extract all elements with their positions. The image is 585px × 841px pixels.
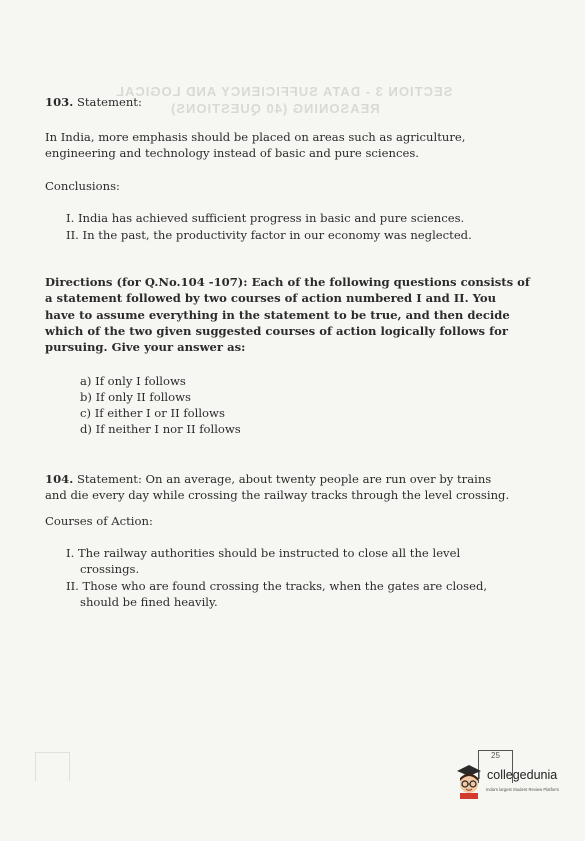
directions-line-1: Directions (for Q.No.104 -107): Each of the following questions consists of — [45, 275, 530, 289]
question-number: 103. — [45, 95, 74, 109]
q104-action-2-line-1: II. Those who are found crossing the tracks, when the gates are closed, — [66, 579, 488, 593]
option-c: c) If either I or II follows — [80, 406, 225, 420]
option-a: a) If only I follows — [80, 374, 186, 388]
q103-statement-line-2: engineering and technology instead of basic and pure sciences. — [45, 146, 419, 160]
bleed-through-heading: SECTION 3 - DATA SUFFICIENCY AND LOGICAL — [115, 84, 453, 99]
statement-label: Statement: — [76, 95, 142, 109]
q103-conclusion-2: II. In the past, the productivity factor in our economy was neglected. — [66, 228, 472, 242]
question-number: 104. — [45, 472, 74, 486]
q104-action-2-line-2: should be fined heavily. — [80, 595, 218, 609]
page-number: 25 — [491, 751, 500, 760]
directions-line-3: have to assume everything in the statement to be true, and then decide — [45, 308, 510, 322]
logo-wordmark: collegedunia — [487, 768, 558, 782]
q104-statement-line-1 — [45, 471, 545, 487]
collegedunia-logo — [453, 763, 578, 801]
q103-header — [45, 94, 545, 110]
q104-action-1-line-2: crossings. — [80, 562, 140, 576]
student-mascot-icon — [453, 763, 485, 799]
option-b: b) If only II follows — [80, 390, 191, 404]
directions-line-4: which of the two given suggested courses of action logically follows for — [45, 324, 508, 338]
logo-tagline: India's largest Student Review Platform — [486, 787, 559, 792]
directions-line-2: a statement followed by two courses of action numbered I and II. You — [45, 291, 497, 305]
q103-conclusions-label: Conclusions: — [45, 179, 120, 193]
bleed-through-subheading: REASONING (40 QUESTIONS) — [170, 101, 380, 116]
directions-line-5: pursuing. Give your answer as: — [45, 340, 246, 354]
q104-courses-label: Courses of Action: — [45, 514, 153, 528]
q103-conclusion-1: I. India has achieved sufficient progress in basic and pure sciences. — [66, 211, 465, 225]
q104-action-1-line-1: I. The railway authorities should be instructed to close all the level — [66, 546, 461, 560]
q104-statement-line-2: and die every day while crossing the railway tracks through the level crossing. — [45, 488, 510, 502]
q103-statement-line-1: In India, more emphasis should be placed on areas such as agriculture, — [45, 130, 466, 144]
option-d: d) If neither I nor II follows — [80, 422, 241, 436]
bleed-through-page-box — [35, 752, 70, 781]
q104-statement-text: Statement: On an average, about twenty people are run over by trains — [76, 472, 492, 486]
